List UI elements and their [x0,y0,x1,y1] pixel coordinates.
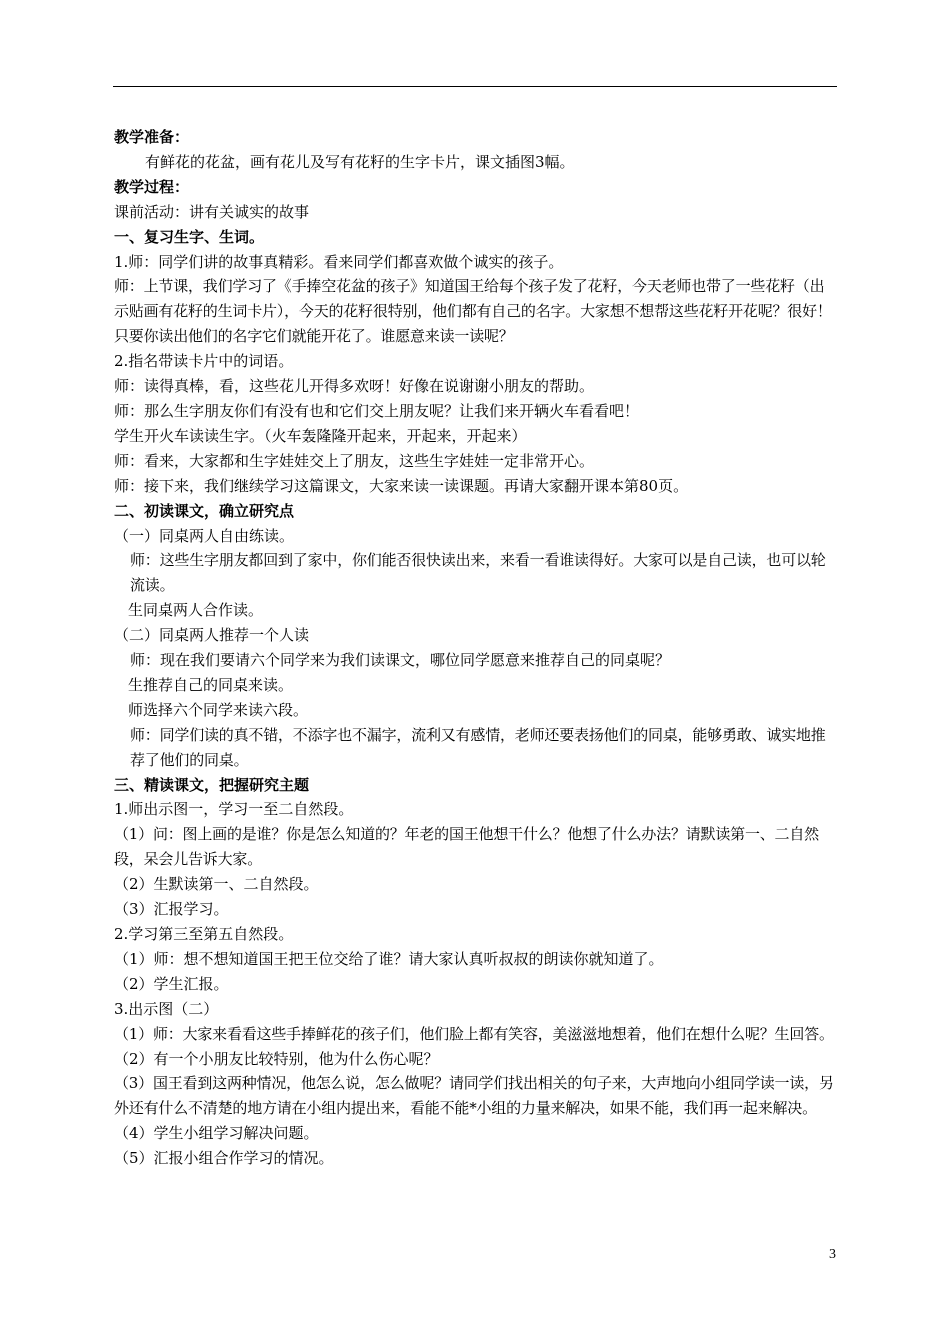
paragraph: 师：这些生字朋友都回到了家中，你们能否很快读出来，来看一看谁读得好。大家可以是自己读，也可以轮流读。 [130,551,826,595]
paragraph: 学生开火车读读生字。（火车轰隆隆开起来，开起来，开起来） [114,426,527,445]
page-number: 3 [829,1247,836,1262]
paragraph: 生推荐自己的同桌来读。 [128,675,294,694]
paragraph: 师：接下来，我们继续学习这篇课文，大家来读一读课题。再请大家翻开课本第80页。 [114,476,689,495]
paragraph: 师：上节课，我们学习了《手捧空花盆的孩子》知道国王给每个孩子发了花籽，今天老师也带了一些花籽（出示贴画有花籽的生词卡片），今天的花籽很特别，他们都有自己的名字。大家想不想帮这些花籽开花呢？很好！只要你读出他们的名字它们就能开花了。谁愿意来读一读呢？ [114,277,832,346]
paragraph: （5）汇报小组合作学习的情况。 [114,1149,334,1168]
paragraph: （1）师：大家来看看这些手捧鲜花的孩子们，他们脸上都有笑容，美滋滋地想着，他们在想什么呢？生回答。 [114,1024,834,1043]
pre-activity: 课前活动：讲有关诚实的故事 [114,202,310,221]
paragraph: （二）同桌两人推荐一个人读 [114,626,310,645]
process-heading: 教学过程： [114,177,190,196]
paragraph: （1）问：图上画的是谁？你是怎么知道的？年老的国王他想干什么？他想了什么办法？请默读第一、二自然段，呆会儿告诉大家。 [114,825,819,869]
paragraph: （一）同桌两人自由练读。 [114,526,295,545]
paragraph: （2）有一个小朋友比较特别，他为什么伤心呢？ [114,1049,439,1068]
paragraph: （3）国王看到这两种情况，他怎么说，怎么做呢？请同学们找出相关的句子来，大声地向小组同学读一读，另外还有什么不清楚的地方请在小组内提出来，看能不能*小组的力量来解决，如果不能，我们再一起来解决。 [114,1074,834,1118]
paragraph: （2）生默读第一、二自然段。 [114,875,319,894]
paragraph: 师：那么生字朋友你们有没有也和它们交上朋友呢？让我们来开辆火车看看吧！ [114,401,640,420]
paragraph: 生同桌两人合作读。 [128,601,264,620]
document-body [114,125,838,1171]
paragraph: 师：看来，大家都和生字娃娃交上了朋友，这些生字娃娃一定非常开心。 [114,451,595,470]
prep-text: 有鲜花的花盆，画有花儿及写有花籽的生字卡片，课文插图3幅。 [145,152,575,171]
paragraph: 师：现在我们要请六个同学来为我们读课文，哪位同学愿意来推荐自己的同桌呢？ [130,651,671,670]
paragraph: （1）师：想不想知道国王把王位交给了谁？请大家认真听叔叔的朗读你就知道了。 [114,949,664,968]
paragraph: 2.指名带读卡片中的词语。 [114,352,294,371]
paragraph: （2）学生汇报。 [114,974,229,993]
paragraph: 1.师：同学们讲的故事真精彩。看来同学们都喜欢做个诚实的孩子。 [114,252,564,271]
section-3-heading: 三、精读课文，把握研究主题 [114,775,310,794]
paragraph: 师选择六个同学来读六段。 [128,700,309,719]
section-2-heading: 二、初读课文，确立研究点 [114,501,295,520]
paragraph: 师：同学们读的真不错，不添字也不漏字，流利又有感情，老师还要表扬他们的同桌，能够勇敢、诚实地推荐了他们的同桌。 [130,725,826,769]
paragraph: 1.师出示图一，学习一至二自然段。 [114,800,354,819]
paragraph: 3.出示图（二） [114,999,219,1018]
header-rule [113,86,837,87]
paragraph: 2.学习第三至第五自然段。 [114,925,294,943]
section-1-heading: 一、复习生字、生词。 [114,227,265,246]
prep-heading: 教学准备： [114,128,190,146]
paragraph: 师：读得真棒，看，这些花儿开得多欢呀！好像在说谢谢小朋友的帮助。 [114,377,595,396]
paragraph: （3）汇报学习。 [114,900,229,919]
paragraph: （4）学生小组学习解决问题。 [114,1124,319,1143]
